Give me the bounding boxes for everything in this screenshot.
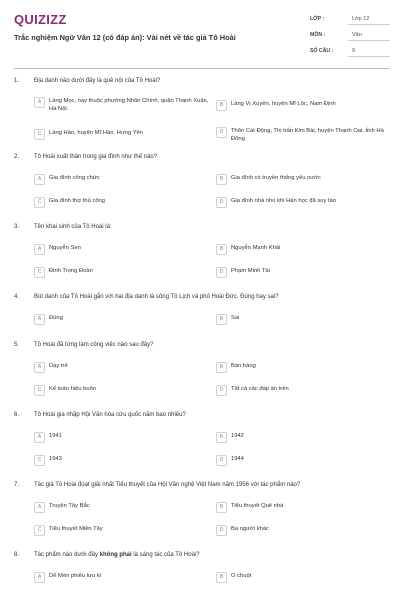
option-text: Làng Hảo, huyện Mĩ Hào, Hưng Yên <box>49 130 144 136</box>
worksheet-meta <box>310 11 390 59</box>
meta-grade-row <box>310 11 390 27</box>
option-letter: C <box>34 385 45 396</box>
option-c[interactable] <box>34 267 209 278</box>
option-text: Thôn Cát Động, Thị trấn Kim Bài, huyện Thanh Oai, tỉnh Hà Đông <box>231 128 384 142</box>
option-text: Đinh Trọng Đoàn <box>49 268 93 274</box>
question-number: 4. <box>14 294 20 300</box>
question-number: 7. <box>14 482 20 488</box>
option-a[interactable] <box>34 314 209 325</box>
option-letter: A <box>34 314 45 325</box>
option-letter: B <box>216 244 227 255</box>
option-text: 1942 <box>231 433 244 439</box>
quizizz-logo: QUIZIZZ <box>14 12 67 27</box>
option-text: Nguyễn Mạnh Khải <box>231 245 281 251</box>
question-text-start: Tác phẩm nào dưới đây <box>34 552 100 558</box>
question-text: Tô Hoài gia nhập Hội Văn hóa cứu quốc năm bao nhiêu? <box>34 412 186 418</box>
question-text <box>34 552 384 558</box>
question-4 <box>0 294 400 342</box>
question-text: Tác giả Tô Hoài đoạt giải nhất Tiểu thuyết của Hội Văn nghệ Việt Nam năm 1956 với tác phẩm nào? <box>34 482 301 488</box>
meta-count-label: SỐ CÂU : <box>310 48 334 54</box>
option-text: Gia đình công chức <box>49 175 100 181</box>
question-number: 5. <box>14 342 20 348</box>
option-a[interactable] <box>34 502 209 513</box>
question-number: 2. <box>14 154 20 160</box>
question-text: Tô Hoài xuất thân trong gia đình như thế nào? <box>34 154 158 160</box>
option-a[interactable] <box>34 244 209 255</box>
option-letter: C <box>34 197 45 208</box>
option-text: Làng Mọc, nay thuộc phường Nhân Chính, quận Thanh Xuân, Hà Nội. <box>49 98 209 112</box>
option-text: Truyện Tây Bắc <box>49 503 90 509</box>
option-letter: B <box>216 572 227 583</box>
option-text: Bán hàng <box>231 363 256 369</box>
option-text: Tiểu thuyết Quê nhà <box>231 503 284 509</box>
option-a[interactable] <box>34 432 209 443</box>
meta-count-value: 9 <box>348 46 390 57</box>
option-letter: D <box>216 385 227 396</box>
option-letter: C <box>34 267 45 278</box>
question-text: Địa danh nào dưới đây là quê nội của Tô Hoài? <box>34 78 161 84</box>
option-text: Làng Vị Xuyên, huyện Mĩ Lộc, Nam Định <box>231 101 336 107</box>
option-letter: A <box>34 572 45 583</box>
option-letter: B <box>216 502 227 513</box>
question-number: 8. <box>14 552 20 558</box>
option-text: Tiểu thuyết Miền Tây <box>49 526 103 532</box>
option-letter: B <box>216 362 227 373</box>
option-a[interactable] <box>34 362 209 373</box>
meta-subject-value: Văn <box>348 30 390 41</box>
question-list <box>0 78 400 596</box>
option-c[interactable] <box>34 385 209 396</box>
option-b[interactable] <box>216 502 386 513</box>
option-a[interactable] <box>34 97 209 113</box>
question-number: 1. <box>14 78 20 84</box>
question-1 <box>0 78 400 154</box>
option-text: Dế Mèn phiêu lưu kí <box>49 573 102 579</box>
option-letter: A <box>34 502 45 513</box>
option-letter: D <box>216 267 227 278</box>
question-number: 3. <box>14 224 20 230</box>
option-text: Tất cả các đáp án trên <box>231 386 289 392</box>
meta-grade-label: LỚP : <box>310 16 325 22</box>
option-letter: D <box>216 197 227 208</box>
option-c[interactable] <box>34 455 209 466</box>
option-letter: C <box>34 525 45 536</box>
option-letter: A <box>34 97 45 108</box>
option-text: Gia đình thợ thủ công <box>49 198 106 204</box>
option-letter: A <box>34 174 45 185</box>
option-c[interactable] <box>34 197 209 208</box>
option-text: Phạm Minh Tài <box>231 268 270 274</box>
option-b[interactable] <box>216 100 386 111</box>
question-3 <box>0 224 400 294</box>
option-text: Đúng <box>49 315 63 321</box>
option-d[interactable] <box>216 525 386 536</box>
option-letter: D <box>216 127 227 138</box>
option-letter: C <box>34 455 45 466</box>
meta-subject-row <box>310 27 390 43</box>
option-d[interactable] <box>216 197 386 208</box>
option-d[interactable] <box>216 455 386 466</box>
option-letter: D <box>216 455 227 466</box>
option-letter: B <box>216 432 227 443</box>
option-text: Nguyễn Sen <box>49 245 81 251</box>
option-letter: C <box>34 129 45 140</box>
option-letter: A <box>34 244 45 255</box>
meta-subject-label: MÔN : <box>310 32 326 38</box>
option-d[interactable] <box>216 127 386 143</box>
question-5 <box>0 342 400 412</box>
option-letter: B <box>216 174 227 185</box>
question-8 <box>0 552 400 596</box>
question-6 <box>0 412 400 482</box>
option-text: Ba người khác <box>231 526 269 532</box>
question-number: 6. <box>14 412 20 418</box>
question-text-emphasis: không phải <box>99 552 132 558</box>
question-7 <box>0 482 400 552</box>
option-b[interactable] <box>216 432 386 443</box>
option-a[interactable] <box>34 174 209 185</box>
option-letter: A <box>34 432 45 443</box>
option-c[interactable] <box>34 525 209 536</box>
option-letter: B <box>216 314 227 325</box>
option-b[interactable] <box>216 572 386 583</box>
question-2 <box>0 154 400 224</box>
option-letter: B <box>216 100 227 111</box>
option-b[interactable] <box>216 362 386 373</box>
worksheet-title: Trắc nghiệm Ngữ Văn 12 (có đáp án): Vài nét về tác giả Tô Hoài <box>14 33 236 42</box>
option-text: Gia đình có truyền thống yêu nước <box>231 175 321 181</box>
option-text: O chuột <box>231 573 252 579</box>
meta-count-row <box>310 43 390 59</box>
option-letter: A <box>34 362 45 373</box>
question-text: Bút danh của Tô Hoài gắn với hai địa danh là sông Tô Lịch và phủ Hoài Đức. Đúng hay sai? <box>34 294 279 300</box>
option-text: 1943 <box>49 456 62 462</box>
question-text: Tên khai sinh của Tô Hoài là: <box>34 224 112 230</box>
option-a[interactable] <box>34 572 209 583</box>
option-b[interactable] <box>216 244 386 255</box>
option-text: 1941 <box>49 433 62 439</box>
question-text: Tô Hoài đã từng làm công việc nào sau đây? <box>34 342 154 348</box>
option-text: Sai <box>231 315 240 321</box>
option-letter: D <box>216 525 227 536</box>
option-b[interactable] <box>216 314 386 325</box>
option-text: 1944 <box>231 456 244 462</box>
header-divider <box>14 68 390 69</box>
option-text: Kế toán hiệu buôn <box>49 386 97 392</box>
option-text: Dạy trẻ <box>49 363 68 369</box>
meta-grade-value: Lớp 12 <box>348 14 390 25</box>
option-text: Gia đình nhà nho khi Hán học đã suy tàn <box>231 198 337 204</box>
option-c[interactable] <box>34 129 209 140</box>
option-d[interactable] <box>216 267 386 278</box>
option-d[interactable] <box>216 385 386 396</box>
option-b[interactable] <box>216 174 386 185</box>
question-text-end: là sáng tác của Tô Hoài? <box>131 552 200 558</box>
